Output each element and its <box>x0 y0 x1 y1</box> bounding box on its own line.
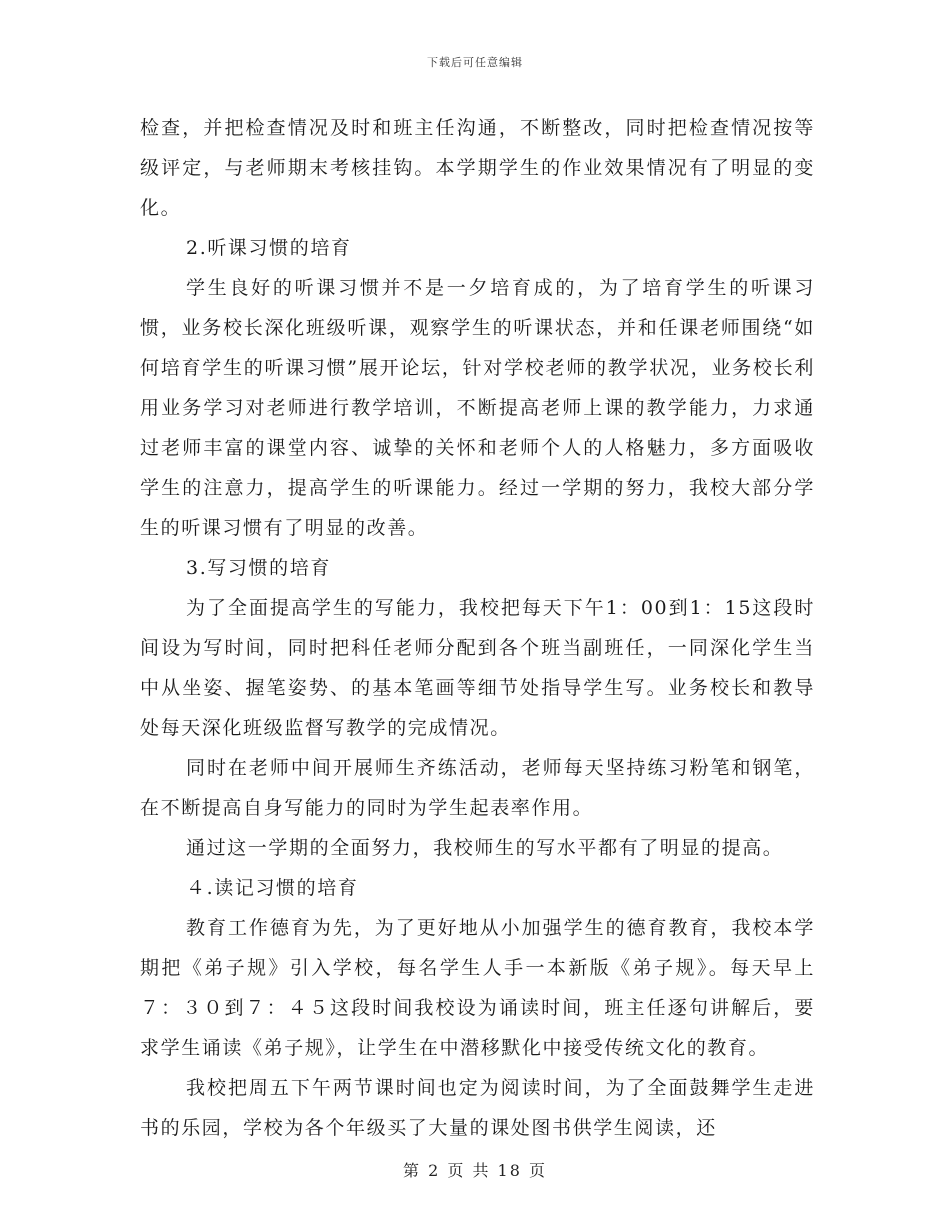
page-number-footer: 第 2 页 共 18 页 <box>403 1161 547 1180</box>
page-header: 下载后可任意编辑 <box>427 56 523 69</box>
document-body <box>140 108 815 1148</box>
section-heading: ４.读记习惯的培育 <box>186 877 359 899</box>
paragraph: 通过这一学期的全面努力，我校师生的写水平都有了明显的提高。 <box>186 837 784 859</box>
paragraph: 检查，并把检查情况及时和班主任沟通，不断整改，同时把检查情况按等级评定，与老师期末考核挂钩。本学期学生的作业效果情况有了明显的变化。 <box>140 117 815 219</box>
paragraph: 学生良好的听课习惯并不是一夕培育成的，为了培育学生的听课习惯，业务校长深化班级听课，观察学生的听课状态，并和任课老师围绕“如何培育学生的听课习惯”展开论坛，针对学校老师的教学状况，业务校长利用业务学习对老师进行教学培训，不断提高老师上课的教学能力，力求通过老师丰富的课堂内容、诚挚的关怀和老师个人的人格魅力，多方面吸收学生的注意力，提高学生的听课能力。经过一学期的努力，我校大部分学生的听课习惯有了明显的改善。 <box>140 277 815 539</box>
section-heading: 2.听课习惯的培育 <box>186 237 352 259</box>
paragraph: 为了全面提高学生的写能力，我校把每天下午1：00到1：15这段时间设为写时间，同时把科任老师分配到各个班当副班任，一同深化学生当中从坐姿、握笔姿势、的基本笔画等细节处指导学生写。业务校长和教导处每天深化班级监督写教学的完成情况。 <box>140 597 815 739</box>
paragraph: 我校把周五下午两节课时间也定为阅读时间，为了全面鼓舞学生走进书的乐园，学校为各个年级买了大量的课处图书供学生阅读，还 <box>140 1077 815 1139</box>
section-heading: 3.写习惯的培育 <box>186 557 331 579</box>
paragraph: 教育工作德育为先，为了更好地从小加强学生的德育教育，我校本学期把《弟子规》引入学校，每名学生人手一本新版《弟子规》。每天早上７：３０到７：４５这段时间我校设为诵读时间，班主任逐句讲解后，要求学生诵读《弟子规》，让学生在中潜移默化中接受传统文化的教育。 <box>140 917 815 1059</box>
paragraph: 同时在老师中间开展师生齐练活动，老师每天坚持练习粉笔和钢笔，在不断提高自身写能力的同时为学生起表率作用。 <box>140 757 815 819</box>
